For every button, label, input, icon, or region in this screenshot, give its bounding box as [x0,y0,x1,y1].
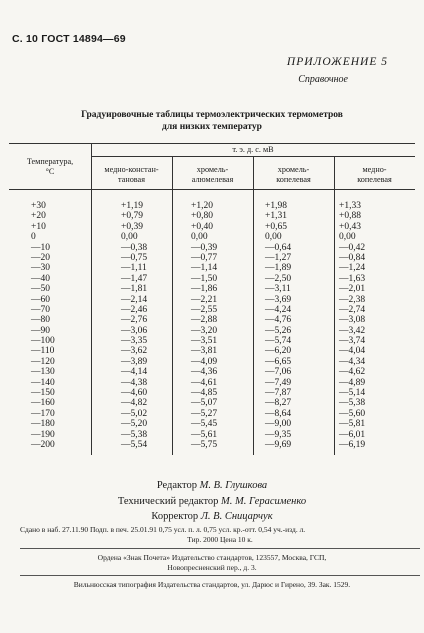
copper-constantan-column [121,201,157,450]
table-cell: —7,87 [265,388,292,399]
page-header: С. 10 ГОСТ 14894—69 [12,33,126,45]
table-cell: —190 [31,429,55,440]
table-cell: —3,62 [121,346,148,357]
table-cell: —4,09 [191,356,218,367]
col-header-chromel-copel [253,165,334,184]
col-header-line2: тановая [118,174,145,184]
table-cell: —2,88 [191,315,218,326]
table-cell: —5,02 [121,408,148,419]
col-header-line2: алюмелевая [191,174,234,184]
table-cell: —170 [31,408,55,419]
publisher-info [0,553,424,572]
table-cell: —140 [31,377,55,388]
publisher-line2: Новопресненский пер., д. 3. [167,562,257,572]
table-cell: —3,06 [121,325,148,336]
col-header-line1: хромель- [196,165,229,174]
table-cell: +0,43 [339,221,361,232]
credits [0,478,424,525]
calibration-table [9,143,415,455]
table-cell: —3,11 [265,284,291,295]
table-cell: —8,64 [265,408,292,419]
table-cell: —5,26 [265,325,292,336]
table-cell: —0,77 [191,252,218,263]
table-cell: —4,76 [265,315,292,326]
table-cell: —6,01 [339,429,366,440]
table-cell: —5,60 [339,408,366,419]
appendix-title: ПРИЛОЖЕНИЕ 5 [286,56,388,68]
appendix-subtitle: Справочное [298,74,348,85]
table-cell: +1,19 [121,201,143,211]
table-cell: —3,51 [191,336,218,347]
table-cell: 0,00 [191,232,208,243]
table-cell: —200 [31,439,55,450]
imprint-rule-top [20,548,420,549]
imprint-rule-bottom [20,575,420,576]
table-cell: +0,40 [191,221,213,232]
table-title [0,109,424,133]
col-header-line2: копелевая [357,174,392,184]
table-cell: +0,39 [121,221,143,232]
table-cell: —60 [31,294,50,305]
table-cell: —9,69 [265,439,292,450]
table-title-line1: Градуировочные таблицы термоэлектрических термометров [81,110,343,120]
table-cell: —1,11 [121,263,147,274]
table-cell: —110 [31,346,55,357]
table-cell: —2,38 [339,294,366,305]
table-cell: —3,35 [121,336,148,347]
table-cell: —5,61 [191,429,218,440]
table-cell: —4,85 [191,388,218,399]
table-cell: 0,00 [339,232,356,243]
editor-line [0,478,424,494]
table-cell: +30 [31,201,46,211]
table-cell: —1,86 [191,284,218,295]
table-cell: —5,14 [339,388,366,399]
table-cell: —4,04 [339,346,366,357]
table-cell: —4,34 [339,356,366,367]
table-cell: +1,33 [339,201,361,211]
table-cell: —2,50 [265,273,292,284]
table-cell: —4,61 [191,377,218,388]
table-cell: —4,38 [121,377,148,388]
imprint-line2: Тир. 2000 Цена 10 к. [187,534,253,544]
table-cell: —1,14 [191,263,218,274]
table-cell: —40 [31,273,50,284]
table-cell: —20 [31,252,50,263]
table-cell: +0,80 [191,211,213,222]
table-cell: —3,69 [265,294,292,305]
table-cell: —2,55 [191,304,218,315]
table-cell: —50 [31,284,50,295]
table-cell: —9,35 [265,429,292,440]
table-cell: —3,74 [339,336,366,347]
printer-info: Вильнюсская типография Издательства стандартов, ул. Дарюс и Гирено, 39. Зак. 1529. [73,580,351,589]
table-cell: +10 [31,221,46,232]
table-cell: —5,74 [265,336,292,347]
table-cell: —7,49 [265,377,292,388]
chromel-copel-column [265,201,301,450]
table-cell: —5,38 [339,398,366,409]
table-cell: —4,82 [121,398,148,409]
col-header-line1: медно-констан- [104,165,159,174]
table-cell: +0,88 [339,211,361,222]
table-cell: —6,65 [265,356,292,367]
publisher-line1: Ордена «Знак Почета» Издательство стандартов, 123557, Москва, ГСП, [97,553,327,562]
table-cell: —5,81 [339,419,366,430]
table-cell: —9,00 [265,419,292,430]
table-cell: —0,84 [339,252,366,263]
table-cell: —5,07 [191,398,218,409]
table-cell: +20 [31,211,46,222]
table-cell: —1,81 [121,284,148,295]
table-cell: —1,89 [265,263,292,274]
table-cell: —5,38 [121,429,148,440]
col-header-line1: хромель- [277,165,310,174]
temp-column-header [9,157,91,176]
table-cell: —1,50 [191,273,218,284]
table-cell: +0,65 [265,221,287,232]
table-cell: —100 [31,336,55,347]
table-cell: —1,24 [339,263,366,274]
table-cell: —0,39 [191,242,218,253]
table-cell: —150 [31,388,55,399]
table-cell: 0,00 [121,232,138,243]
table-cell: —3,81 [191,346,218,357]
temp-header-line1: Температура, [26,157,74,166]
table-cell: —5,20 [121,419,148,430]
table-cell: —5,75 [191,439,218,450]
table-cell: 0 [31,232,36,243]
table-cell: —30 [31,263,50,274]
table-cell: —4,60 [121,388,148,399]
imprint-info [20,525,420,544]
tech-editor-line [0,494,424,510]
table-cell: —120 [31,356,55,367]
table-cell: —3,42 [339,325,366,336]
col-divider-2 [172,156,173,455]
col-divider-3 [253,156,254,455]
table-cell: —2,46 [121,304,148,315]
table-cell: —2,14 [121,294,148,305]
corrector-name: Л. В. Сницарчук [200,511,273,522]
table-cell: —6,19 [339,439,366,450]
editor-role: Редактор [156,480,197,491]
table-cell: +1,20 [191,201,213,211]
table-cell: —70 [31,304,50,315]
table-cell: —3,08 [339,315,366,326]
table-cell: —2,76 [121,315,148,326]
chromel-alumel-column [191,201,227,450]
corrector-line [0,509,424,525]
table-cell: —4,24 [265,304,292,315]
tech-editor-name: М. М. Герасименко [221,495,307,507]
table-cell: —4,89 [339,377,366,388]
table-cell: —5,54 [121,439,148,450]
table-top-rule [9,143,415,144]
table-cell: —0,75 [121,252,148,263]
table-cell: —4,62 [339,367,366,378]
table-cell: +1,31 [265,211,287,222]
col-header-copper-constantan [91,165,172,184]
table-cell: —5,45 [191,419,218,430]
imprint-line1: Сдано в наб. 27.11.90 Подп. в печ. 25.01.91 0,75 усл. п. л. 0,75 усл. кр.-отт. 0,54 уч.-изд. л. [20,525,306,534]
table-cell: —4,14 [121,367,148,378]
col-divider-4 [334,156,335,455]
editor-name: М. В. Глушкова [199,480,268,491]
corrector-role: Корректор [151,511,199,522]
table-cell: —0,64 [265,242,292,253]
table-cell: —7,06 [265,367,292,378]
col-header-line2: копелевая [276,174,311,184]
table-cell: —0,42 [339,242,366,253]
table-cell: +0,79 [121,211,143,222]
table-cell: —6,20 [265,346,292,357]
table-cell: —1,27 [265,252,292,263]
table-cell: —2,01 [339,284,366,295]
temp-header-line2: °С [45,166,55,176]
table-cell: —4,36 [191,367,218,378]
table-cell: —10 [31,242,50,253]
col-header-copper-copel [334,165,415,184]
col-header-chromel-alumel [172,165,253,184]
table-cell: —90 [31,325,50,336]
table-cell: +1,98 [265,201,287,211]
table-cell: —0,38 [121,242,148,253]
table-cell: —1,47 [121,273,148,284]
table-cell: —130 [31,367,55,378]
header-bottom-rule [9,189,415,190]
tech-editor-role: Технический редактор [117,495,219,507]
table-cell: —5,27 [191,408,218,419]
table-title-line2: для низких температур [162,122,262,132]
table-cell: —8,27 [265,398,292,409]
table-cell: —2,74 [339,304,366,315]
table-cell: —3,89 [121,356,148,367]
col-header-line1: медно- [362,165,387,174]
temperature-column [31,201,67,450]
copper-copel-column [339,201,375,450]
table-cell: —2,21 [191,294,218,305]
table-cell: 0,00 [265,232,282,243]
table-cell: —80 [31,315,50,326]
table-cell: —180 [31,419,55,430]
emf-group-header: т. э. д. с. мВ [232,145,274,154]
table-cell: —3,20 [191,325,218,336]
col-divider-1 [91,143,92,455]
table-cell: —1,63 [339,273,366,284]
table-cell: —160 [31,398,55,409]
